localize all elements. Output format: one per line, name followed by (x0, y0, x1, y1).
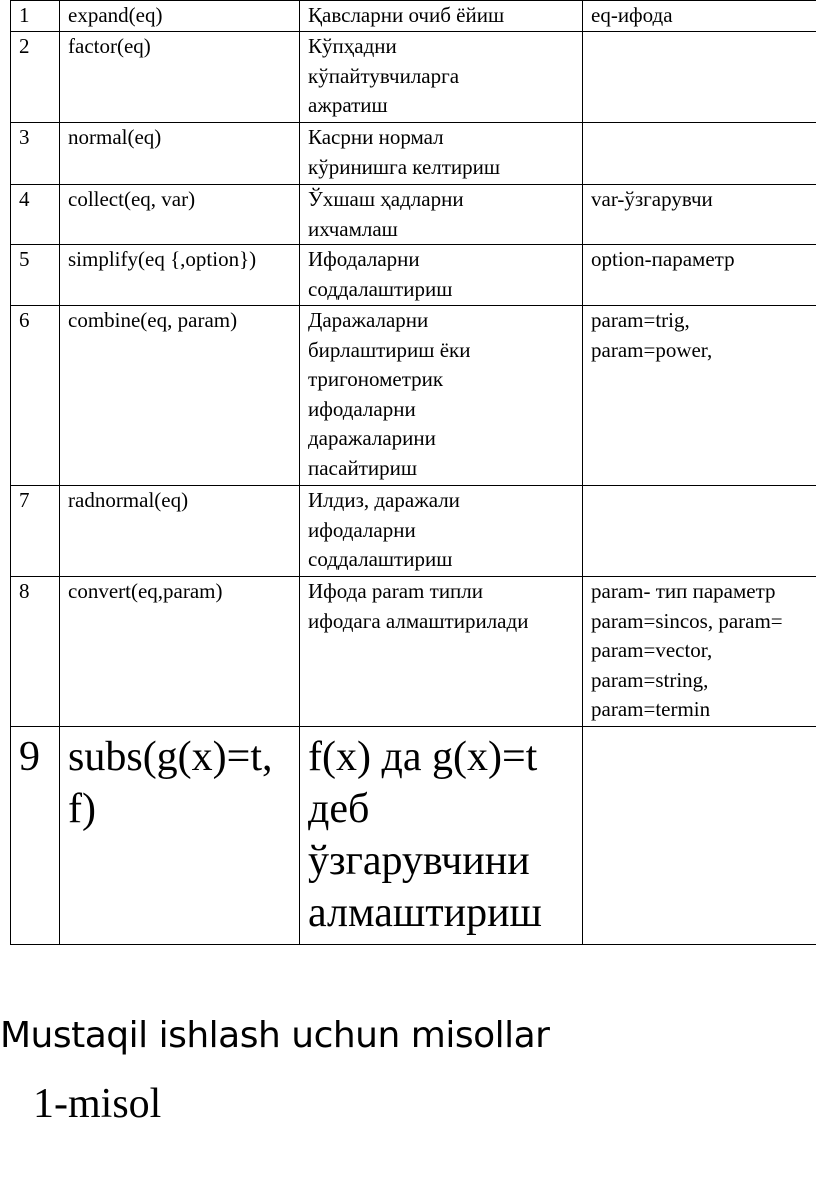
command-cell: factor(eq) (60, 32, 300, 123)
note-cell: param=trig, param=power, (583, 306, 816, 486)
commands-table (10, 0, 816, 945)
example-label: 1-misol (33, 1081, 162, 1127)
table-row (11, 577, 816, 727)
row-number: 5 (11, 245, 60, 306)
note-cell (583, 123, 816, 185)
command-cell: expand(eq) (60, 1, 300, 32)
command-cell: radnormal(eq) (60, 486, 300, 577)
row-number: 6 (11, 306, 60, 486)
row-number: 2 (11, 32, 60, 123)
description-cell: Илдиз, даражали ифодаларни соддалаштириш (300, 486, 583, 577)
table-row (11, 32, 816, 123)
table-row (11, 727, 816, 945)
command-cell: subs(g(x)=t, f) (60, 727, 300, 945)
command-cell: combine(eq, param) (60, 306, 300, 486)
row-number: 7 (11, 486, 60, 577)
description-cell: Ифодаларни соддалаштириш (300, 245, 583, 306)
table-row (11, 123, 816, 185)
description-cell: Қавсларни очиб ёйиш (300, 1, 583, 32)
command-cell: simplify(eq {,option}) (60, 245, 300, 306)
table-row (11, 1, 816, 32)
table-row (11, 245, 816, 306)
note-cell (583, 486, 816, 577)
description-cell: Ифода param типли ифодага алмаштирилади (300, 577, 583, 727)
command-cell: normal(eq) (60, 123, 300, 185)
description-cell: Кўпҳадни кўпайтувчиларга ажратиш (300, 32, 583, 123)
row-number: 1 (11, 1, 60, 32)
note-cell: var-ўзгарувчи (583, 185, 816, 245)
note-cell: param- тип параметр param=sincos, param= param=vector, param=string, param=termin (583, 577, 816, 727)
row-number: 3 (11, 123, 60, 185)
description-cell: Даражаларни бирлаштириш ёки тригонометрик ифодаларни даражаларини пасайтириш (300, 306, 583, 486)
table-row (11, 306, 816, 486)
row-number: 4 (11, 185, 60, 245)
note-cell (583, 32, 816, 123)
description-cell: Касрни нормал кўринишга келтириш (300, 123, 583, 185)
section-heading: Mustaqil ishlash uchun misollar (0, 1015, 550, 1056)
table-row (11, 486, 816, 577)
command-cell: collect(eq, var) (60, 185, 300, 245)
note-cell: eq-ифода (583, 1, 816, 32)
description-cell: f(x) да g(x)=t деб ўзгарувчини алмаштириш (300, 727, 583, 945)
command-cell: convert(eq,param) (60, 577, 300, 727)
note-cell: option-параметр (583, 245, 816, 306)
table-row (11, 185, 816, 245)
row-number: 9 (11, 727, 60, 945)
row-number: 8 (11, 577, 60, 727)
description-cell: Ўхшаш ҳадларни ихчамлаш (300, 185, 583, 245)
note-cell (583, 727, 816, 945)
